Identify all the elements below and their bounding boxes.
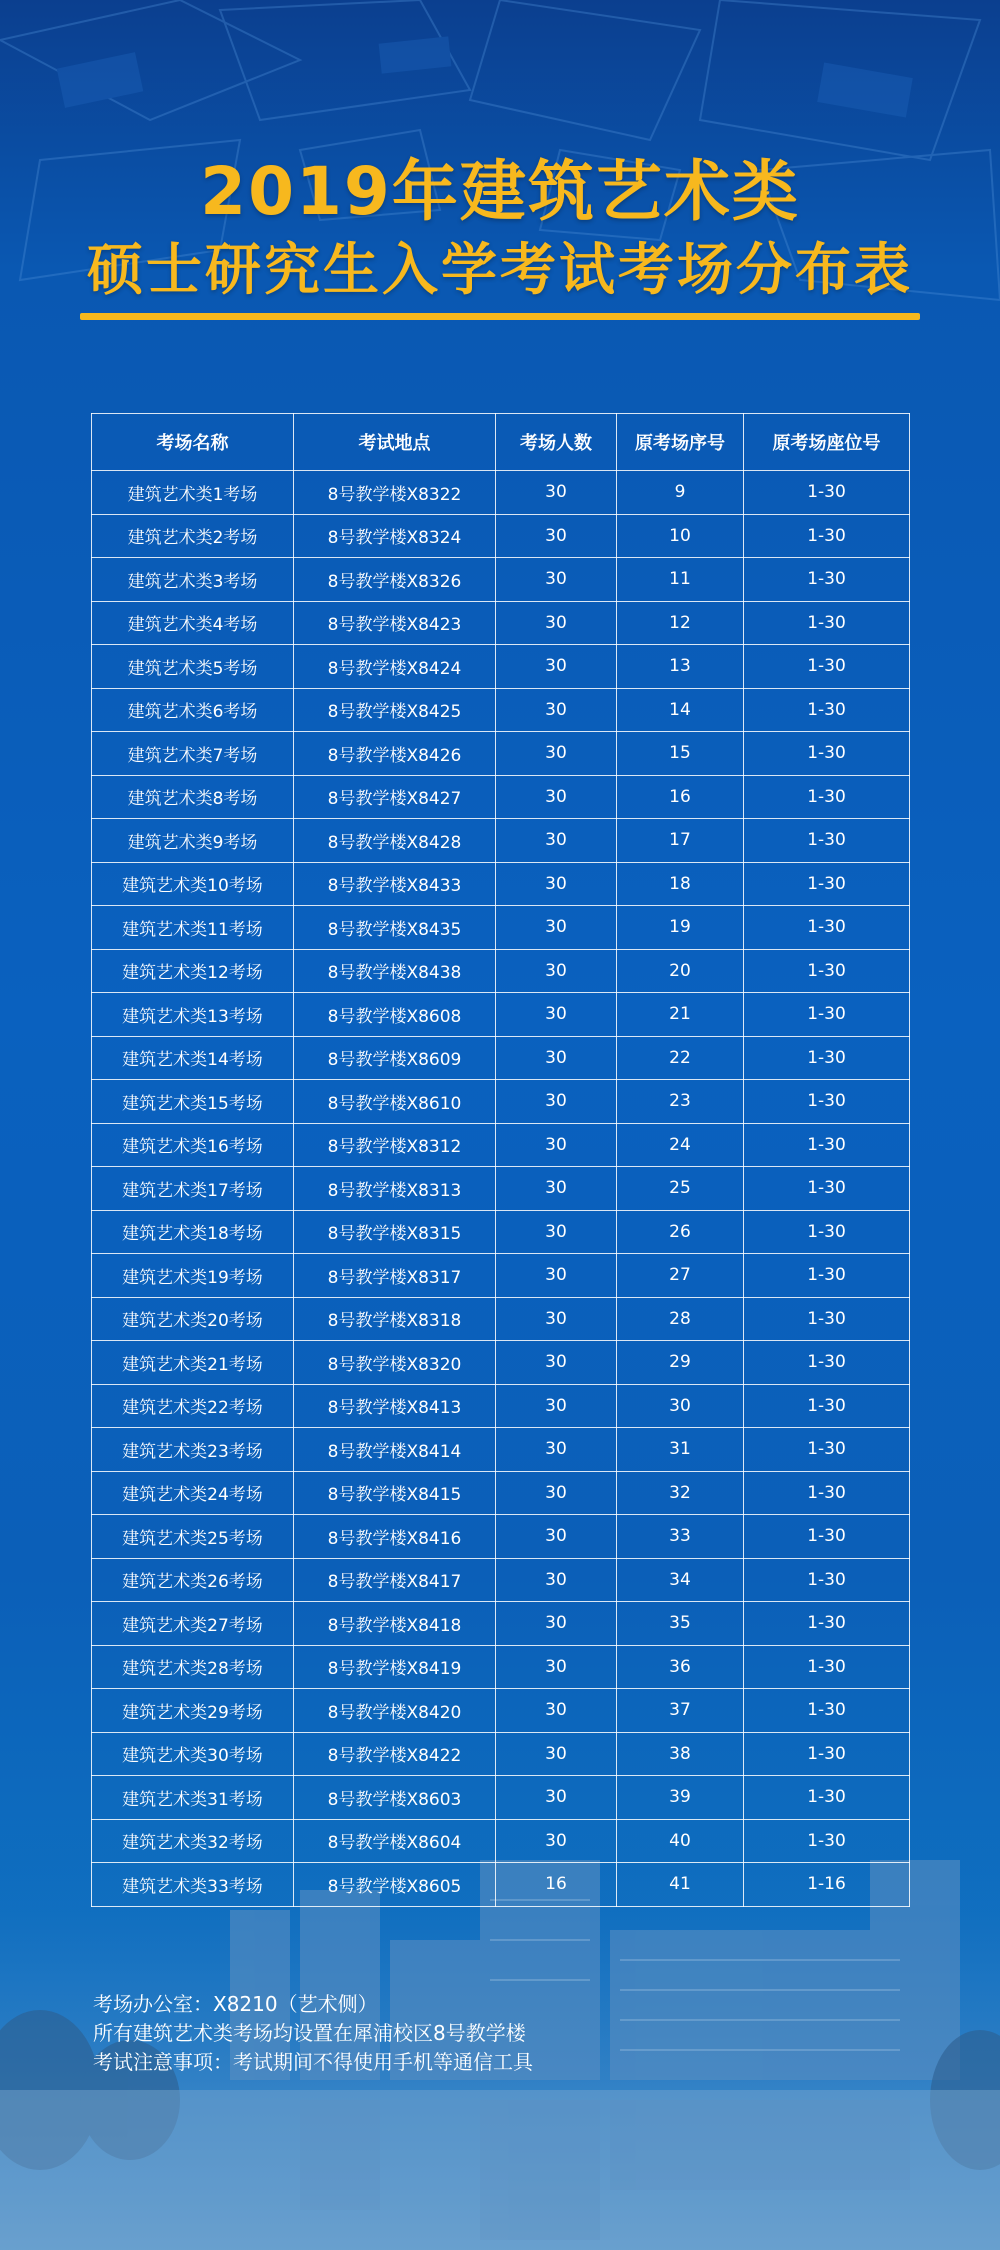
count-cell: 30 — [496, 1602, 617, 1646]
count-cell: 30 — [496, 1123, 617, 1167]
original-room-cell: 25 — [617, 1167, 744, 1211]
table-row — [92, 1210, 910, 1254]
table-row — [92, 1341, 910, 1385]
location-cell: 8号教学楼X8608 — [294, 993, 496, 1037]
location-cell: 8号教学楼X8424 — [294, 645, 496, 689]
table-row — [92, 558, 910, 602]
column-header-location: 考试地点 — [294, 414, 496, 471]
count-cell: 30 — [496, 688, 617, 732]
count-cell: 30 — [496, 775, 617, 819]
exam-room-table — [91, 413, 909, 1907]
location-cell: 8号教学楼X8417 — [294, 1558, 496, 1602]
table-row — [92, 993, 910, 1037]
original-room-cell: 12 — [617, 601, 744, 645]
count-cell: 30 — [496, 1645, 617, 1689]
table-body — [92, 471, 910, 1907]
seat-range-cell: 1-30 — [744, 1732, 910, 1776]
count-cell: 30 — [496, 1558, 617, 1602]
room-name-cell: 建筑艺术类30考场 — [92, 1732, 294, 1776]
room-name-cell: 建筑艺术类4考场 — [92, 601, 294, 645]
count-cell: 30 — [496, 1080, 617, 1124]
room-name-cell: 建筑艺术类26考场 — [92, 1558, 294, 1602]
location-cell: 8号教学楼X8427 — [294, 775, 496, 819]
location-cell: 8号教学楼X8423 — [294, 601, 496, 645]
location-cell: 8号教学楼X8313 — [294, 1167, 496, 1211]
count-cell: 30 — [496, 1776, 617, 1820]
count-cell: 30 — [496, 862, 617, 906]
seat-range-cell: 1-30 — [744, 1515, 910, 1559]
table-row — [92, 1515, 910, 1559]
location-cell: 8号教学楼X8415 — [294, 1471, 496, 1515]
count-cell: 30 — [496, 1341, 617, 1385]
count-cell: 30 — [496, 1689, 617, 1733]
room-name-cell: 建筑艺术类27考场 — [92, 1602, 294, 1646]
count-cell: 30 — [496, 732, 617, 776]
table-row — [92, 601, 910, 645]
room-name-cell: 建筑艺术类25考场 — [92, 1515, 294, 1559]
location-cell: 8号教学楼X8425 — [294, 688, 496, 732]
column-header-count: 考场人数 — [496, 414, 617, 471]
table-row — [92, 1254, 910, 1298]
location-cell: 8号教学楼X8605 — [294, 1863, 496, 1907]
original-room-cell: 16 — [617, 775, 744, 819]
count-cell: 16 — [496, 1863, 617, 1907]
seat-range-cell: 1-30 — [744, 1602, 910, 1646]
table-row — [92, 1167, 910, 1211]
original-room-cell: 18 — [617, 862, 744, 906]
count-cell: 30 — [496, 558, 617, 602]
location-cell: 8号教学楼X8322 — [294, 471, 496, 515]
location-cell: 8号教学楼X8418 — [294, 1602, 496, 1646]
seat-range-cell: 1-30 — [744, 688, 910, 732]
original-room-cell: 10 — [617, 514, 744, 558]
table-row — [92, 688, 910, 732]
table-row — [92, 645, 910, 689]
original-room-cell: 11 — [617, 558, 744, 602]
table-row — [92, 1732, 910, 1776]
count-cell: 30 — [496, 1819, 617, 1863]
location-cell: 8号教学楼X8426 — [294, 732, 496, 776]
count-cell: 30 — [496, 949, 617, 993]
original-room-cell: 34 — [617, 1558, 744, 1602]
count-cell: 30 — [496, 906, 617, 950]
count-cell: 30 — [496, 1428, 617, 1472]
room-name-cell: 建筑艺术类8考场 — [92, 775, 294, 819]
table-row — [92, 514, 910, 558]
table-row — [92, 1602, 910, 1646]
room-name-cell: 建筑艺术类19考场 — [92, 1254, 294, 1298]
seat-range-cell: 1-30 — [744, 819, 910, 863]
count-cell: 30 — [496, 1471, 617, 1515]
original-room-cell: 9 — [617, 471, 744, 515]
original-room-cell: 23 — [617, 1080, 744, 1124]
room-name-cell: 建筑艺术类9考场 — [92, 819, 294, 863]
original-room-cell: 19 — [617, 906, 744, 950]
table-row — [92, 1384, 910, 1428]
original-room-cell: 24 — [617, 1123, 744, 1167]
original-room-cell: 27 — [617, 1254, 744, 1298]
room-name-cell: 建筑艺术类17考场 — [92, 1167, 294, 1211]
location-cell: 8号教学楼X8604 — [294, 1819, 496, 1863]
note-office: 考场办公室：X8210（艺术侧） — [93, 1992, 378, 2016]
original-room-cell: 22 — [617, 1036, 744, 1080]
table-row — [92, 1080, 910, 1124]
room-name-cell: 建筑艺术类28考场 — [92, 1645, 294, 1689]
original-room-cell: 33 — [617, 1515, 744, 1559]
room-name-cell: 建筑艺术类3考场 — [92, 558, 294, 602]
seat-range-cell: 1-30 — [744, 514, 910, 558]
count-cell: 30 — [496, 1515, 617, 1559]
room-name-cell: 建筑艺术类18考场 — [92, 1210, 294, 1254]
count-cell: 30 — [496, 993, 617, 1037]
table-row — [92, 819, 910, 863]
title-divider — [80, 313, 920, 320]
room-name-cell: 建筑艺术类2考场 — [92, 514, 294, 558]
table-row — [92, 1558, 910, 1602]
seat-range-cell: 1-30 — [744, 862, 910, 906]
seat-range-cell: 1-30 — [744, 1254, 910, 1298]
table-row — [92, 1036, 910, 1080]
location-cell: 8号教学楼X8416 — [294, 1515, 496, 1559]
room-name-cell: 建筑艺术类13考场 — [92, 993, 294, 1037]
location-cell: 8号教学楼X8315 — [294, 1210, 496, 1254]
table-row — [92, 1645, 910, 1689]
location-cell: 8号教学楼X8326 — [294, 558, 496, 602]
seat-range-cell: 1-30 — [744, 1384, 910, 1428]
note-rules: 考试注意事项：考试期间不得使用手机等通信工具 — [93, 2050, 533, 2074]
location-cell: 8号教学楼X8610 — [294, 1080, 496, 1124]
room-name-cell: 建筑艺术类21考场 — [92, 1341, 294, 1385]
location-cell: 8号教学楼X8433 — [294, 862, 496, 906]
seat-range-cell: 1-30 — [744, 906, 910, 950]
seat-range-cell: 1-30 — [744, 558, 910, 602]
poster-title: 2019年建筑艺术类 — [200, 153, 800, 230]
count-cell: 30 — [496, 1210, 617, 1254]
original-room-cell: 15 — [617, 732, 744, 776]
seat-range-cell: 1-30 — [744, 732, 910, 776]
room-name-cell: 建筑艺术类16考场 — [92, 1123, 294, 1167]
table-row — [92, 1297, 910, 1341]
count-cell: 30 — [496, 1297, 617, 1341]
original-room-cell: 21 — [617, 993, 744, 1037]
count-cell: 30 — [496, 645, 617, 689]
table-row — [92, 906, 910, 950]
table-row — [92, 1428, 910, 1472]
room-name-cell: 建筑艺术类32考场 — [92, 1819, 294, 1863]
location-cell: 8号教学楼X8420 — [294, 1689, 496, 1733]
room-name-cell: 建筑艺术类1考场 — [92, 471, 294, 515]
original-room-cell: 30 — [617, 1384, 744, 1428]
table-row — [92, 1819, 910, 1863]
table-header-row — [92, 414, 910, 471]
original-room-cell: 36 — [617, 1645, 744, 1689]
column-header-seat-range: 原考场座位号 — [744, 414, 910, 471]
seat-range-cell: 1-16 — [744, 1863, 910, 1907]
seat-range-cell: 1-30 — [744, 1341, 910, 1385]
column-header-original-room: 原考场序号 — [617, 414, 744, 471]
location-cell: 8号教学楼X8428 — [294, 819, 496, 863]
seat-range-cell: 1-30 — [744, 775, 910, 819]
original-room-cell: 26 — [617, 1210, 744, 1254]
room-name-cell: 建筑艺术类6考场 — [92, 688, 294, 732]
table-row — [92, 1776, 910, 1820]
location-cell: 8号教学楼X8413 — [294, 1384, 496, 1428]
original-room-cell: 37 — [617, 1689, 744, 1733]
notes — [93, 1990, 533, 2077]
room-name-cell: 建筑艺术类22考场 — [92, 1384, 294, 1428]
room-name-cell: 建筑艺术类14考场 — [92, 1036, 294, 1080]
seat-range-cell: 1-30 — [744, 1689, 910, 1733]
count-cell: 30 — [496, 1384, 617, 1428]
poster-subtitle: 硕士研究生入学考试考场分布表 — [87, 238, 913, 303]
table-row — [92, 775, 910, 819]
seat-range-cell: 1-30 — [744, 601, 910, 645]
seat-range-cell: 1-30 — [744, 1819, 910, 1863]
original-room-cell: 17 — [617, 819, 744, 863]
seat-range-cell: 1-30 — [744, 1297, 910, 1341]
location-cell: 8号教学楼X8609 — [294, 1036, 496, 1080]
original-room-cell: 35 — [617, 1602, 744, 1646]
original-room-cell: 41 — [617, 1863, 744, 1907]
original-room-cell: 31 — [617, 1428, 744, 1472]
table-row — [92, 471, 910, 515]
seat-range-cell: 1-30 — [744, 1471, 910, 1515]
room-name-cell: 建筑艺术类7考场 — [92, 732, 294, 776]
original-room-cell: 38 — [617, 1732, 744, 1776]
room-name-cell: 建筑艺术类33考场 — [92, 1863, 294, 1907]
room-name-cell: 建筑艺术类11考场 — [92, 906, 294, 950]
seat-range-cell: 1-30 — [744, 1167, 910, 1211]
location-cell: 8号教学楼X8324 — [294, 514, 496, 558]
location-cell: 8号教学楼X8317 — [294, 1254, 496, 1298]
count-cell: 30 — [496, 471, 617, 515]
count-cell: 30 — [496, 1036, 617, 1080]
table-row — [92, 862, 910, 906]
room-name-cell: 建筑艺术类31考场 — [92, 1776, 294, 1820]
seat-range-cell: 1-30 — [744, 1080, 910, 1124]
location-cell: 8号教学楼X8419 — [294, 1645, 496, 1689]
location-cell: 8号教学楼X8312 — [294, 1123, 496, 1167]
table-row — [92, 949, 910, 993]
room-name-cell: 建筑艺术类12考场 — [92, 949, 294, 993]
seat-range-cell: 1-30 — [744, 1776, 910, 1820]
seat-range-cell: 1-30 — [744, 949, 910, 993]
location-cell: 8号教学楼X8422 — [294, 1732, 496, 1776]
location-cell: 8号教学楼X8438 — [294, 949, 496, 993]
original-room-cell: 29 — [617, 1341, 744, 1385]
seat-range-cell: 1-30 — [744, 645, 910, 689]
room-name-cell: 建筑艺术类20考场 — [92, 1297, 294, 1341]
table-row — [92, 1471, 910, 1515]
table-row — [92, 1123, 910, 1167]
count-cell: 30 — [496, 514, 617, 558]
original-room-cell: 20 — [617, 949, 744, 993]
seat-range-cell: 1-30 — [744, 1036, 910, 1080]
room-name-cell: 建筑艺术类24考场 — [92, 1471, 294, 1515]
location-cell: 8号教学楼X8320 — [294, 1341, 496, 1385]
count-cell: 30 — [496, 819, 617, 863]
seat-range-cell: 1-30 — [744, 1558, 910, 1602]
count-cell: 30 — [496, 601, 617, 645]
original-room-cell: 39 — [617, 1776, 744, 1820]
seat-range-cell: 1-30 — [744, 471, 910, 515]
original-room-cell: 32 — [617, 1471, 744, 1515]
column-header-room-name: 考场名称 — [92, 414, 294, 471]
seat-range-cell: 1-30 — [744, 1645, 910, 1689]
room-name-cell: 建筑艺术类5考场 — [92, 645, 294, 689]
original-room-cell: 13 — [617, 645, 744, 689]
room-name-cell: 建筑艺术类15考场 — [92, 1080, 294, 1124]
location-cell: 8号教学楼X8414 — [294, 1428, 496, 1472]
count-cell: 30 — [496, 1167, 617, 1211]
original-room-cell: 28 — [617, 1297, 744, 1341]
count-cell: 30 — [496, 1254, 617, 1298]
location-cell: 8号教学楼X8318 — [294, 1297, 496, 1341]
seat-range-cell: 1-30 — [744, 993, 910, 1037]
location-cell: 8号教学楼X8435 — [294, 906, 496, 950]
original-room-cell: 14 — [617, 688, 744, 732]
location-cell: 8号教学楼X8603 — [294, 1776, 496, 1820]
seat-range-cell: 1-30 — [744, 1210, 910, 1254]
original-room-cell: 40 — [617, 1819, 744, 1863]
table-row — [92, 1689, 910, 1733]
seat-range-cell: 1-30 — [744, 1123, 910, 1167]
table-row — [92, 1863, 910, 1907]
table-row — [92, 732, 910, 776]
room-name-cell: 建筑艺术类23考场 — [92, 1428, 294, 1472]
note-location: 所有建筑艺术类考场均设置在犀浦校区8号教学楼 — [93, 2021, 526, 2045]
room-name-cell: 建筑艺术类29考场 — [92, 1689, 294, 1733]
seat-range-cell: 1-30 — [744, 1428, 910, 1472]
count-cell: 30 — [496, 1732, 617, 1776]
room-name-cell: 建筑艺术类10考场 — [92, 862, 294, 906]
